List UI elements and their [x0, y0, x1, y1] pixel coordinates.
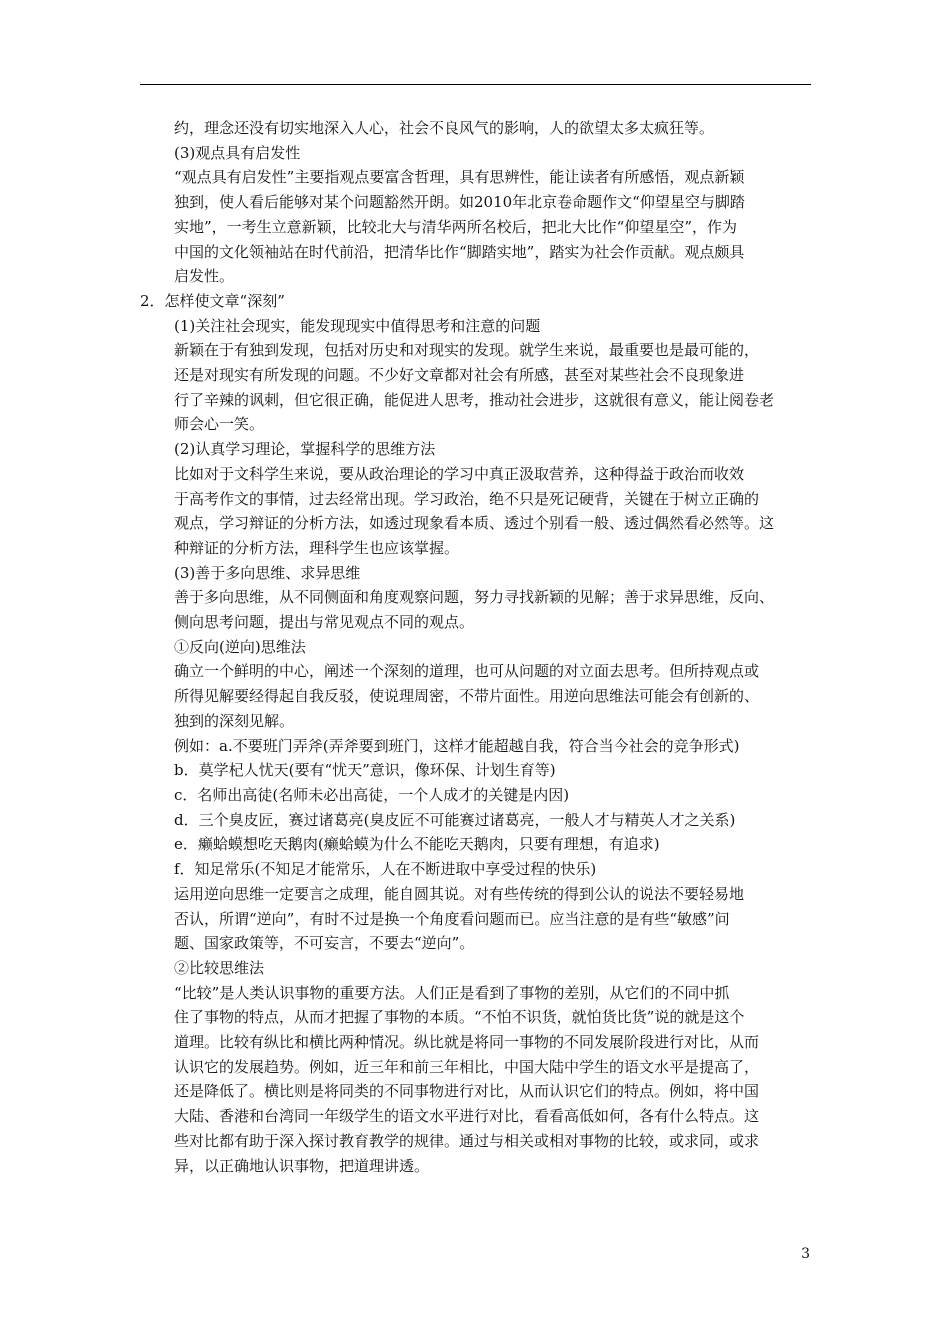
text-line: 行了辛辣的讽刺，但它很正确，能促进人思考，推动社会进步，这就很有意义，能让阅卷老 [174, 390, 775, 409]
text-line: 否认，所谓“逆向”，有时不过是换一个角度看问题而已。应当注意的是有些“敏感”问 [174, 909, 730, 928]
text-line: 独到，使人看后能够对某个问题豁然开朗。如2010年北京卷命题作文“仰望星空与脚踏 [174, 193, 745, 212]
text-line: (1)关注社会现实，能发现现实中值得思考和注意的问题 [174, 316, 541, 335]
section-heading: 2．怎样使文章“深刻” [140, 291, 285, 310]
text-line: ②比较思维法 [174, 958, 265, 977]
page-number: 3 [801, 1246, 810, 1262]
header-rule [140, 84, 811, 85]
text-line: d．三个臭皮匠，赛过诸葛亮(臭皮匠不可能赛过诸葛亮，一般人才与精英人才之关系) [174, 810, 736, 829]
text-line: e．癞蛤蟆想吃天鹅肉(癞蛤蟆为什么不能吃天鹅肉，只要有理想，有追求) [174, 835, 660, 854]
text-line: 实地”，一考生立意新颖，比较北大与清华两所名校后，把北大比作“仰望星空”，作为 [174, 217, 738, 236]
text-line: 种辩证的分析方法，理科学生也应该掌握。 [174, 538, 460, 557]
text-line: (2)认真学习理论，掌握科学的思维方法 [174, 440, 436, 459]
text-line: 住了事物的特点，从而才把握了事物的本质。“不怕不识货，就怕货比货”说的就是这个 [174, 1008, 745, 1027]
text-line: f．知足常乐(不知足才能常乐，人在不断进取中享受过程的快乐) [174, 860, 597, 879]
text-line: 师会心一笑。 [174, 415, 265, 434]
text-line: 中国的文化领袖站在时代前沿，把清华比作“脚踏实地”，踏实为社会作贡献。观点颇具 [174, 242, 745, 261]
text-line: 例如：a.不要班门弄斧(弄斧要到班门，这样才能超越自我，符合当今社会的竞争形式) [174, 736, 740, 755]
text-line: “观点具有启发性”主要指观点要富含哲理，具有思辨性，能让读者有所感悟，观点新颖 [174, 168, 745, 187]
text-line: 题、国家政策等，不可妄言，不要去“逆向”。 [174, 934, 475, 953]
text-line: b．莫学杞人忧天(要有“忧天”意识，像环保、计划生育等) [174, 761, 556, 780]
text-line: 大陆、香港和台湾同一年级学生的语文水平进行对比，看看高低如何，各有什么特点。这 [174, 1107, 760, 1126]
text-line: (3)观点具有启发性 [174, 143, 301, 162]
text-line: (3)善于多向思维、求异思维 [174, 563, 361, 582]
text-line: 侧向思考问题，提出与常见观点不同的观点。 [174, 613, 475, 632]
text-line: 观点，学习辩证的分析方法，如透过现象看本质、透过个别看一般、透过偶然看必然等。这 [174, 514, 775, 533]
text-line: 启发性。 [174, 267, 235, 286]
text-line: 约，理念还没有切实地深入人心，社会不良风气的影响，人的欲望太多太疯狂等。 [174, 119, 715, 137]
text-line: c．名师出高徒(名师未必出高徒，一个人成才的关键是内因) [174, 785, 570, 804]
text-line: 异，以正确地认识事物，把道理讲透。 [174, 1156, 430, 1175]
text-line: 比如对于文科学生来说，要从政治理论的学习中真正汲取营养，这种得益于政治而收效 [174, 464, 745, 483]
text-line: 还是对现实有所发现的问题。不少好文章都对社会有所感，甚至对某些社会不良现象进 [174, 366, 745, 385]
text-line: 运用逆向思维一定要言之成理，能自圆其说。对有些传统的得到公认的说法不要轻易地 [174, 884, 745, 903]
text-line: 于高考作文的事情，过去经常出现。学习政治，绝不只是死记硬背，关键在于树立正确的 [174, 489, 760, 508]
text-line: 些对比都有助于深入探讨教育教学的规律。通过与相关或相对事物的比较，或求同，或求 [174, 1131, 760, 1150]
text-line: 善于多向思维，从不同侧面和角度观察问题，努力寻找新颖的见解；善于求异思维，反向、 [174, 588, 775, 607]
text-line: 新颖在于有独到发现，包括对历史和对现实的发现。就学生来说，最重要也是最可能的， [174, 341, 760, 360]
text-line: 所得见解要经得起自我反驳，使说理周密，不带片面性。用逆向思维法可能会有创新的、 [174, 687, 760, 706]
text-line: 确立一个鲜明的中心，阐述一个深刻的道理，也可从问题的对立面去思考。但所持观点或 [174, 662, 760, 681]
text-line: “比较”是人类认识事物的重要方法。人们正是看到了事物的差别，从它们的不同中抓 [174, 983, 730, 1002]
text-line: ①反向(逆向)思维法 [174, 637, 306, 656]
text-line: 还是降低了。横比则是将同类的不同事物进行对比，从而认识它们的特点。例如，将中国 [174, 1082, 760, 1101]
text-line: 认识它的发展趋势。例如，近三年和前三年相比，中国大陆中学生的语文水平是提高了， [174, 1057, 760, 1076]
text-line: 独到的深刻见解。 [174, 711, 295, 730]
text-line: 道理。比较有纵比和横比两种情况。纵比就是将同一事物的不同发展阶段进行对比，从而 [174, 1033, 760, 1052]
page-body [140, 116, 811, 1178]
